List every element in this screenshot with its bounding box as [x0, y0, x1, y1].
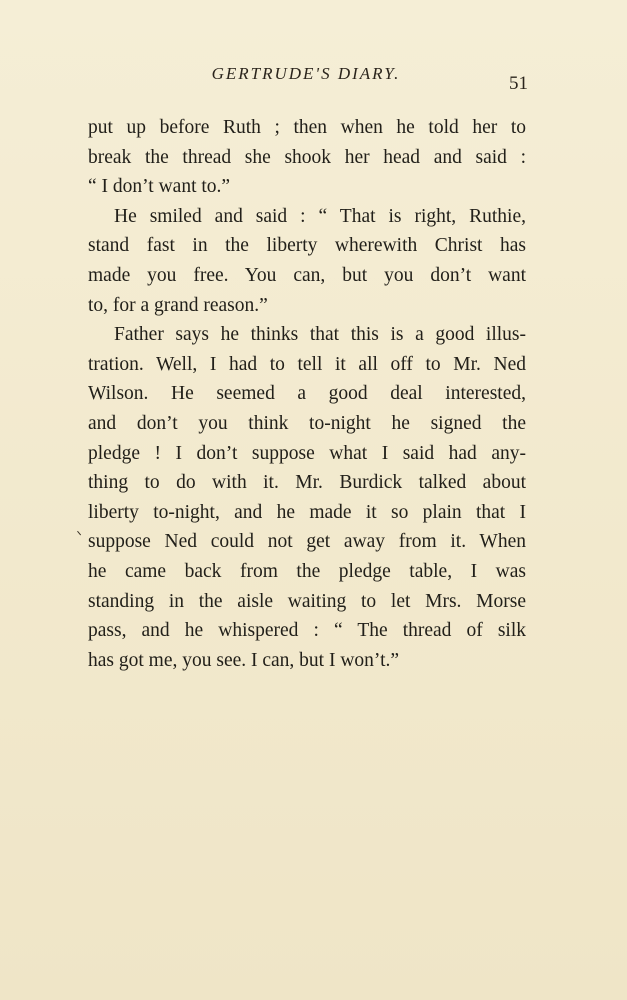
text-line: Wilson. He seemed a good deal interested,: [88, 383, 526, 405]
text-line: “ I don’t want to.”: [88, 176, 231, 198]
running-head: GERTRUDE'S DIARY.: [211, 64, 401, 83]
text-line: has got me, you see. I can, but I won’t.”: [88, 649, 400, 671]
body-text: [88, 113, 526, 675]
text-line: liberty to-night, and he made it so plain that I: [88, 501, 526, 523]
text-line: standing in the aisle waiting to let Mrs. Morse: [88, 590, 526, 612]
page-number: 51: [509, 73, 528, 94]
text-line: tration. Well, I had to tell it all off to Mr. Ned: [88, 353, 526, 375]
text-line: made you free. You can, but you don’t want: [88, 264, 526, 286]
text-line: pass, and he whispered : “ The thread of silk: [88, 620, 526, 642]
text-line: stand fast in the liberty wherewith Christ has: [88, 235, 526, 257]
text-line: to, for a grand reason.”: [88, 294, 268, 316]
text-line: pledge ! I don’t suppose what I said had any-: [88, 442, 526, 464]
text-line: and don’t you think to-night he signed the: [88, 412, 526, 434]
text-line: suppose Ned could not get away from it. When: [88, 531, 526, 553]
text-line: he came back from the pledge table, I was: [88, 560, 526, 582]
text-line: thing to do with it. Mr. Burdick talked about: [88, 472, 526, 494]
text-line: He smiled and said : “ That is right, Ruthie,: [114, 205, 526, 227]
text-line: put up before Ruth ; then when he told her to: [88, 117, 526, 138]
margin-mark: [77, 528, 85, 536]
text-line: break the thread she shook her head and said :: [88, 146, 526, 168]
text-line: Father says he thinks that this is a good illus-: [114, 324, 526, 346]
